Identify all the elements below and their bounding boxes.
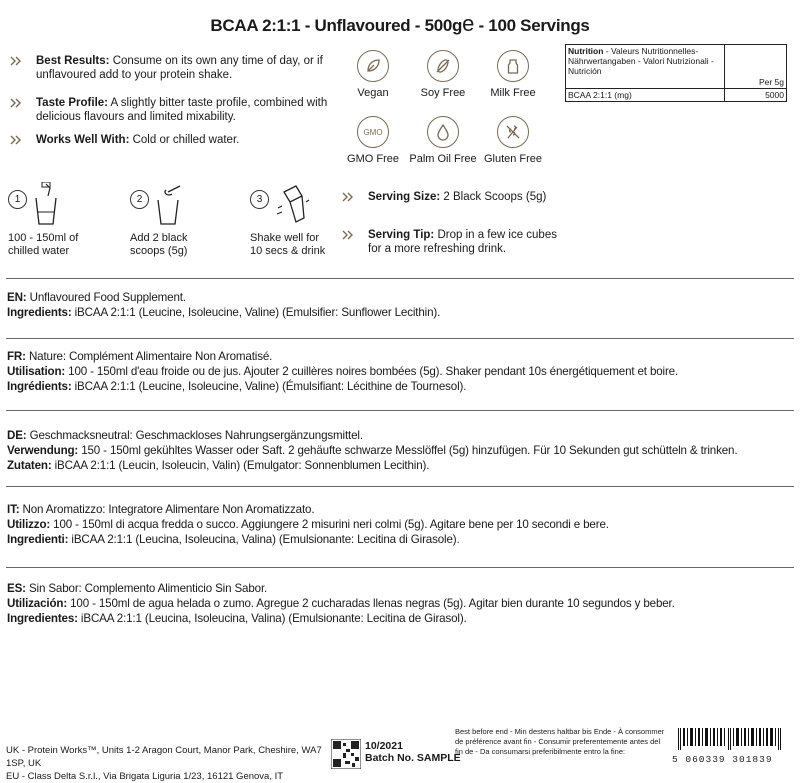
lang-text: Non Aromatizzo: Integratore Alimentare Non Aromatizzato. <box>19 503 315 516</box>
bullet-text: A slightly bitter taste profile, combined with delicious flavours and limited mixability. <box>36 97 328 123</box>
double-chevron-icon <box>10 97 28 109</box>
svg-text:GMO: GMO <box>363 128 383 137</box>
badge-label: Vegan <box>357 87 389 99</box>
lang-text: iBCAA 2:1:1 (Leucin, Isoleucin, Valin) (Emulgator: Sonnenblumen Lecithin). <box>51 459 430 472</box>
step-number: 2 <box>130 190 149 209</box>
barcode <box>672 728 790 765</box>
divider <box>6 338 794 339</box>
nutrition-header <box>566 45 725 89</box>
batch-info <box>365 740 461 764</box>
qr-code-icon <box>331 739 361 769</box>
nutrition-per: Per 5g <box>725 45 787 89</box>
glass-water-icon <box>32 182 60 226</box>
bullet-label: Best Results: <box>36 55 110 67</box>
badge-gluten-free <box>478 116 548 165</box>
milk-free-icon <box>504 57 522 75</box>
serving-tip-text: Drop in a few ice cubes for a more refreshing drink. <box>368 229 557 255</box>
lang-label: ES: <box>7 582 26 595</box>
lang-text: 100 - 150ml d'eau froide ou de jus. Ajouter 2 cuillères noires bombées (5g). Shaker pendant 10s énergétiquement et boire. <box>65 365 679 378</box>
step-1 <box>8 182 78 258</box>
bullet-works-well-with <box>8 133 328 147</box>
scoop-glass-icon <box>154 182 184 226</box>
lang-block-de <box>7 428 787 473</box>
lang-block-es <box>7 581 787 626</box>
lang-label: DE: <box>7 429 27 442</box>
step-text-line: Add 2 black <box>130 232 188 244</box>
batch-date: 10/2021 <box>365 740 403 752</box>
badge-label: Milk Free <box>490 87 536 99</box>
lang-text: Unflavoured Food Supplement. <box>26 291 186 304</box>
bullet-text: Consume on its own any time of day, or if unflavoured add to your protein shake. <box>36 55 323 81</box>
double-chevron-icon <box>10 55 28 67</box>
lang-text: 100 - 150ml de agua helada o zumo. Agregue 2 cucharadas llenas negras (5g). Agitar bien durante 10 segundos y beber. <box>67 597 675 610</box>
best-before-text: Best before end - Min destens haltbar bis Ende - À consommer de préférence avant fin - Consumir preferentemente antes del fin de - Da consumarsi preferibilmente entro la fine: <box>455 727 665 756</box>
badge-vegan <box>338 50 408 99</box>
nutrition-row-value: 5000 <box>725 89 787 102</box>
double-chevron-icon <box>342 191 360 203</box>
badge-soy-free <box>408 50 478 99</box>
step-number: 1 <box>8 190 27 209</box>
badge-label: Gluten Free <box>483 153 543 165</box>
divider <box>6 410 794 411</box>
bullet-label: Taste Profile: <box>36 97 108 109</box>
bullet-text: Cold or chilled water. <box>129 134 240 146</box>
divider <box>6 567 794 568</box>
shaker-icon <box>274 182 310 228</box>
badge-label: Soy Free <box>420 87 466 99</box>
nutrition-row-label: BCAA 2:1:1 (mg) <box>566 89 725 102</box>
address-block <box>6 744 326 783</box>
title-servings: - 100 Servings <box>478 16 590 35</box>
lang-text: Geschmacksneutral: Geschmackloses Nahrungsergänzungsmittel. <box>26 429 363 442</box>
bullet-taste-profile <box>8 96 328 124</box>
lang-text: iBCAA 2:1:1 (Leucine, Isoleucine, Valine) (Emulsifier: Sunflower Lecithin). <box>71 306 441 319</box>
vegan-icon <box>364 57 382 75</box>
double-chevron-icon <box>10 134 28 146</box>
eu-address: EU - Class Delta S.r.l., Via Brigata Liguria 1/23, 16121 Genova, IT <box>6 771 284 782</box>
lang-text: iBCAA 2:1:1 (Leucine, Isoleucine, Valine) (Émulsifiant: Lécithine de Tournesol). <box>71 380 467 393</box>
serving-size-label: Serving Size: <box>368 191 441 203</box>
step-3 <box>250 182 325 258</box>
badge-label: Palm Oil Free <box>409 153 477 165</box>
lang-label: Utilizzo: <box>7 518 51 531</box>
lang-label: FR: <box>7 350 26 363</box>
nutrition-header-text: - Valeurs Nutritionnelles-Nährwertangaben - Valori Nutrizionali - Nutrición <box>568 46 714 76</box>
double-chevron-icon <box>342 229 360 241</box>
lang-text: Sin Sabor: Complemento Alimenticio Sin Sabor. <box>25 582 268 595</box>
serving-tip-label: Serving Tip: <box>368 229 435 241</box>
badge-milk-free <box>478 50 548 99</box>
uk-address: UK - Protein Works™, Units 1-2 Aragon Court, Manor Park, Cheshire, WA7 1SP, UK <box>6 745 322 769</box>
serving-size-text: 2 Black Scoops (5g) <box>440 191 547 203</box>
nutrition-table <box>565 44 787 102</box>
serving-tip <box>340 228 560 256</box>
gmo-free-icon <box>362 125 384 139</box>
step-2 <box>130 182 187 258</box>
lang-text: Nature: Complément Alimentaire Non Aromatisé. <box>25 350 273 363</box>
lang-text: 150 - 150ml gekühltes Wasser oder Saft. 2 gehäufte schwarze Messlöffel (5g) hinzufügen. Für 10 Sekunden gut schütteln & trinken. <box>78 444 738 457</box>
barcode-bars-icon <box>672 728 790 750</box>
estimated-sign: e <box>462 11 475 36</box>
lang-label: IT: <box>7 503 20 516</box>
divider <box>6 278 794 279</box>
lang-label: Verwendung: <box>7 444 79 457</box>
bullet-best-results <box>8 54 328 82</box>
lang-text: iBCAA 2:1:1 (Leucina, Isoleucina, Valina) (Emulsionante: Lecitina di Girasole). <box>68 533 460 546</box>
lang-block-fr <box>7 349 787 394</box>
palm-oil-free-icon <box>434 123 452 141</box>
lang-label: Ingrédients: <box>7 380 72 393</box>
lang-text: 100 - 150ml di acqua fredda o succo. Aggiungere 2 misurini neri colmi (5g). Agitare bene per 10 secondi e bere. <box>50 518 609 531</box>
lang-text: iBCAA 2:1:1 (Leucina, Isoleucina, Valina) (Emulsionante: Lecitina de Girasol). <box>77 612 467 625</box>
lang-label: Utilización: <box>7 597 68 610</box>
lang-label: Utilisation: <box>7 365 66 378</box>
badge-label: GMO Free <box>347 153 399 165</box>
step-text-line: chilled water <box>8 245 70 257</box>
step-text-line: 10 secs & drink <box>250 245 326 257</box>
batch-number: Batch No. SAMPLE <box>365 752 461 764</box>
step-number: 3 <box>250 190 269 209</box>
badge-palm-oil-free <box>408 116 478 165</box>
step-text-line: scoops (5g) <box>130 245 188 257</box>
lang-label: EN: <box>7 291 27 304</box>
soy-free-icon <box>434 57 452 75</box>
lang-label: Ingredienti: <box>7 533 69 546</box>
badge-gmo-free <box>338 116 408 165</box>
product-title <box>0 11 800 37</box>
lang-block-en <box>7 290 787 320</box>
gluten-free-icon <box>504 123 522 141</box>
nutrition-header-label: Nutrition <box>568 46 604 56</box>
lang-label: Zutaten: <box>7 459 52 472</box>
bullet-label: Works Well With: <box>36 134 130 146</box>
lang-block-it <box>7 502 787 547</box>
divider <box>6 486 794 487</box>
lang-label: Ingredients: <box>7 306 72 319</box>
step-text-line: Shake well for <box>250 232 320 244</box>
barcode-digits: 5 060339 301839 <box>672 754 773 765</box>
lang-label: Ingredientes: <box>7 612 78 625</box>
title-main: BCAA 2:1:1 - Unflavoured - 500g <box>210 16 463 35</box>
serving-size <box>340 190 560 204</box>
step-text-line: 100 - 150ml of <box>8 232 79 244</box>
